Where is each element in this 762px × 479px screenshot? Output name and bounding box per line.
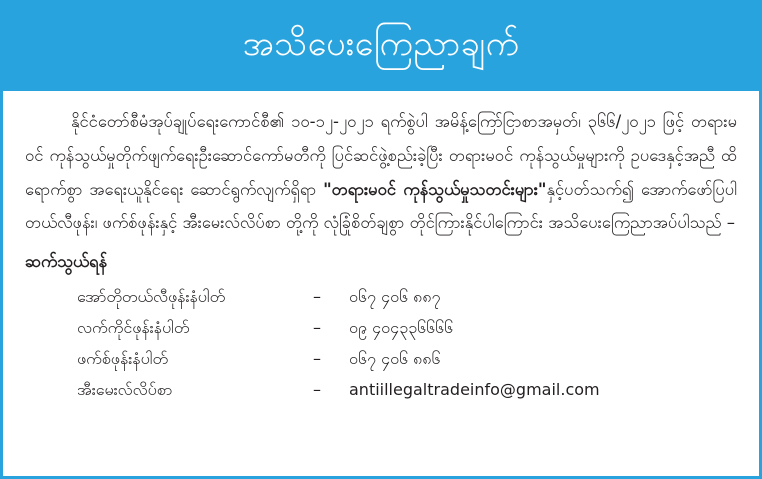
contact-heading: ဆက်သွယ်ရန် [25, 252, 108, 272]
contact-separator: – [313, 318, 321, 338]
table-row [77, 375, 600, 406]
notice-text-part-1: နိုင်ငံတော်စီမံအုပ်ချုပ်ရေးကောင်စီ၏ ၁၀-၁၂-၂၀၂၁ ရက်စွဲပါ အမိန့်ကြော်ငြာစာအမှတ်၊ ၃၆၆/၂၀၂၁ ဖြင့် တရားမဝင် ကုန်သွယ်မှုတိုက်ဖျက်ရေးဦးဆောင်ကော်မတီကို ပြင်ဆင်ဖွဲ့စည်းခဲ့ပြီး တရားမဝင် ကုန်သွယ်မှုများကို ဥပဒေနှင့်အညီ ထိရောက်စွာ အရေးယူနိုင်ရေး ဆောင်ရွက်လျက်ရှိရာ [25, 112, 737, 199]
contact-separator: – [313, 287, 321, 307]
contact-email-value[interactable]: antiillegaltradeinfo@gmail.com [349, 379, 600, 399]
document-header [3, 3, 759, 91]
contact-value: ၀၆၇ ၄၀၆ ၈၈၇ [349, 287, 441, 307]
contact-label: အီးမေးလ်လိပ်စာ [77, 379, 173, 399]
contact-value: ၀၉ ၄၀၄၃၃၆၆၆၆ [349, 318, 454, 338]
contact-value: ၀၆၇ ၄၀၆ ၈၈၆ [349, 348, 441, 368]
notice-text-emphasis: "တရားမဝင် ကုန်သွယ်မှုသတင်းများ" [323, 179, 547, 199]
table-row [77, 344, 600, 375]
table-row [77, 282, 600, 313]
notice-paragraph [25, 105, 737, 240]
contact-separator: – [313, 348, 321, 368]
contact-label: ဖက်စ်ဖုန်းနံပါတ် [77, 348, 169, 368]
contact-separator: – [313, 379, 321, 399]
document-body [3, 91, 759, 415]
table-row [77, 313, 600, 344]
page-title: အသိပေးကြေညာချက် [242, 23, 520, 64]
contact-label: အော်တိုတယ်လီဖုန်းနံပါတ် [77, 287, 226, 307]
notice-text-part-2: နှင့်ပတ်သက်၍ အောက်ဖော်ပြပါ တယ်လီဖုန်း၊ ဖက်စ်ဖုန်းနှင့် အီးမေးလ်လိပ်စာ တို့ကို လုံခြုံစိတ်ချစွာ တိုင်ကြားနိုင်ပါကြောင်း အသိပေးကြေညာအပ်ပါသည် – [25, 179, 737, 233]
contact-label: လက်ကိုင်ဖုန်းနံပါတ် [77, 318, 190, 338]
contact-table [77, 282, 600, 405]
